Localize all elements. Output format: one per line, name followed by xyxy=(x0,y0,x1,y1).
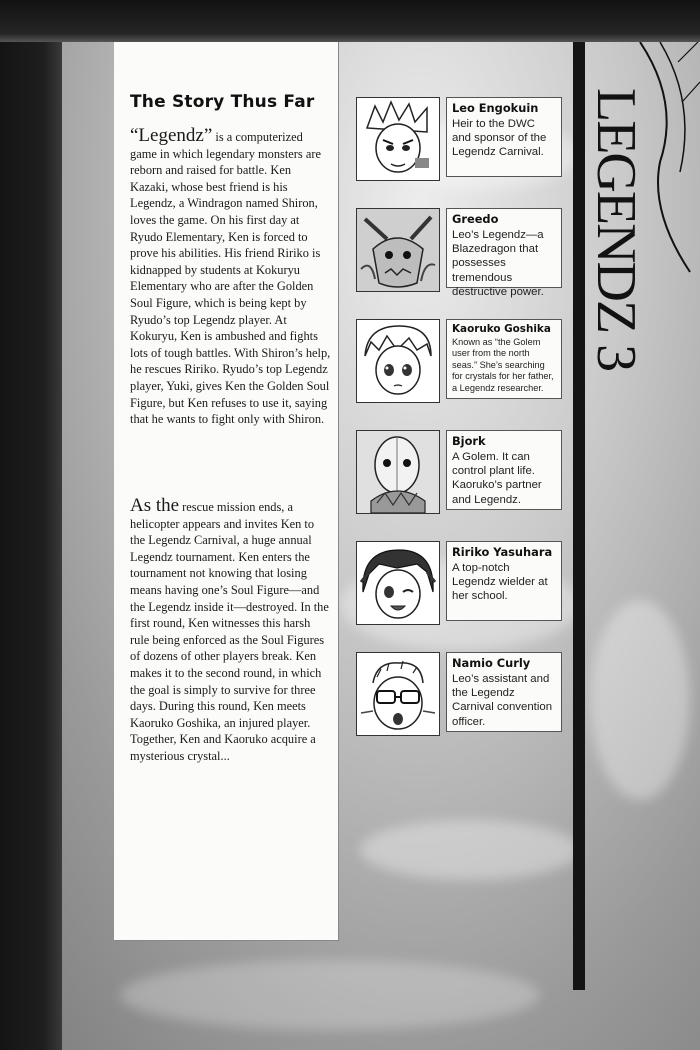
story-paragraph-1 xyxy=(130,125,332,428)
greedo-portrait xyxy=(356,208,440,292)
character-card-namio xyxy=(356,652,564,736)
cloud-decoration xyxy=(590,600,690,800)
cloud-decoration xyxy=(120,960,540,1030)
character-description: Leo’s Legendz—a Blazedragon that possesses tremendous destructive power. xyxy=(452,229,544,298)
legendz-logo: LEGENDZ 3 xyxy=(585,88,647,371)
character-name: Namio Curly xyxy=(452,656,531,670)
character-card-ririko xyxy=(356,541,564,625)
character-name: Bjork xyxy=(452,434,486,448)
character-name: Ririko Yasuhara xyxy=(452,545,553,559)
greedo-info xyxy=(446,208,562,298)
kaoruko-info xyxy=(446,319,562,399)
story-title: The Story Thus Far xyxy=(130,92,315,112)
leo-portrait xyxy=(356,97,440,181)
story-paragraph-2 xyxy=(130,495,332,765)
cloud-decoration xyxy=(360,820,580,880)
character-name: Leo Engokuin xyxy=(452,101,539,115)
character-description: A top-notch Legendz wielder at her school. xyxy=(452,562,548,603)
character-name: Kaoruko Goshika xyxy=(452,323,551,335)
character-description: Heir to the DWC and sponsor of the Legendz Carnival. xyxy=(452,118,547,159)
leo-info xyxy=(446,97,562,177)
character-description: A Golem. It can control plant life. Kaoruko’s partner and Legendz. xyxy=(452,451,542,506)
ririko-portrait xyxy=(356,541,440,625)
character-card-bjork xyxy=(356,430,564,514)
kaoruko-portrait xyxy=(356,319,440,403)
character-name: Greedo xyxy=(452,212,499,226)
paragraph-2-body: rescue mission ends, a helicopter appears and invites Ken to the Legendz Carnival, a huge annual Legendz tournament. Ken enters the tournament not knowing that losing means having one’s Soul Figure—and the Legendz inside it—destroyed. In the first round, Ken witnesses this harsh rule being enforced as the Soul Figures of dozens of other players break. Ken makes it to the second round, in which the goal is simply to survive for three days. During this round, Ken meets Kaoruko Goshika, an injured player. Together, Ken and Kaoruko acquire a mysterious crystal... xyxy=(130,500,329,763)
character-description: Leo’s assistant and the Legendz Carnival convention officer. xyxy=(452,673,553,728)
character-card-leo xyxy=(356,97,564,181)
character-description: Known as “the Golem user from the north seas.” She’s searching for crystals for her father, a Legendz researcher. xyxy=(452,337,554,393)
namio-portrait xyxy=(356,652,440,736)
paragraph-1-lead: “Legendz” xyxy=(130,125,213,146)
logo-swoosh-decoration xyxy=(630,42,700,282)
paragraph-1-body: is a computerized game in which legendary monsters are reborn and raised for battle. Ken Kazaki, whose best friend is his Legendz, a Windragon named Shiron, loves the game. On his first day at Ryudo Elementary, Ken is forced to prove his abilities. His friend Ririko is kidnapped by students at Kokuryu Elementary who are after the Golden Soul Figure, which is being kept by Ryudo’s top Legendz player. At Kokuryu, Ken is ambushed and fights lots of tough battles. With Shiron’s help, he rescues Ririko. Ryudo’s top Legendz player, Yuki, gives Ken the Golden Soul Figure, but Ken refuses to use it, saying that he wants to fight only with Shiron. xyxy=(130,130,331,427)
ririko-info xyxy=(446,541,562,621)
vertical-divider-bar xyxy=(573,42,585,990)
bjork-info xyxy=(446,430,562,510)
character-card-kaoruko xyxy=(356,319,564,403)
namio-info xyxy=(446,652,562,732)
paragraph-2-lead: As the xyxy=(130,495,180,516)
bjork-portrait xyxy=(356,430,440,514)
left-border xyxy=(0,0,62,1050)
character-card-greedo xyxy=(356,208,564,298)
top-border xyxy=(0,0,700,42)
